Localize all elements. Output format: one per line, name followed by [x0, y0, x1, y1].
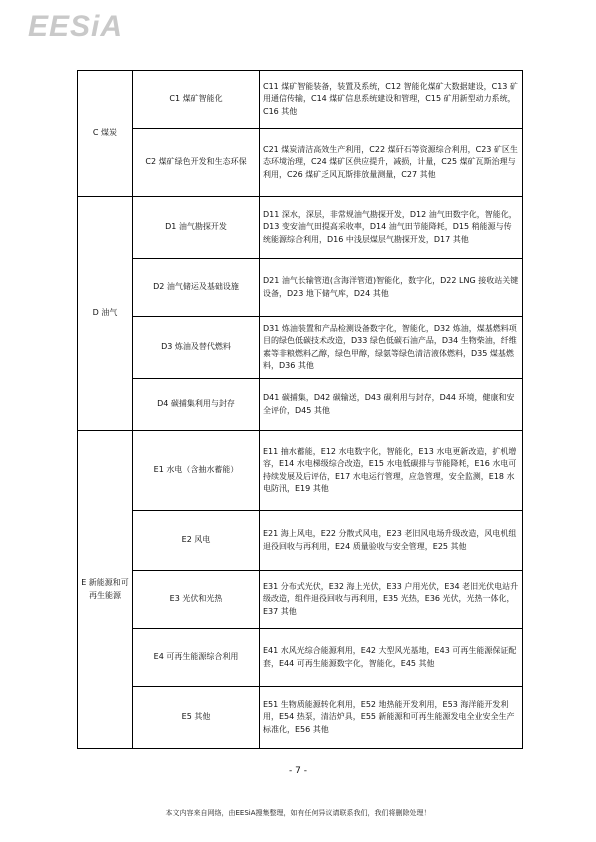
sub-category-cell: E51 生物质能源转化利用，E52 地热能开发利用，E53 海洋能开发利用，E54 热泵，清洁炉具，E55 新能源和可再生能源发电全业安全生产标准化，E56 其他: [260, 687, 523, 749]
mid-category-cell: D3 炼油及替代燃料: [133, 317, 260, 379]
major-category-cell: D 油气: [78, 197, 133, 431]
sub-category-cell: C11 煤矿智能装备，装置及系统，C12 智能化煤矿大数据建设，C13 矿用通信传输，C14 煤矿信息系统建设和管理，C15 矿用新型动力系统，C16 其他: [260, 71, 523, 129]
sub-category-cell: E21 海上风电，E22 分散式风电，E23 老旧风电场升级改造，风电机组退役回收与再利用，E24 质量验收与安全管理，E25 其他: [260, 511, 523, 571]
sub-category-cell: E41 水风光综合能源利用，E42 大型风光基地，E43 可再生能源保证配套，E44 可再生能源数字化，智能化，E45 其他: [260, 629, 523, 687]
sub-category-cell: D31 炼油装置和产品检测设备数字化，智能化，D32 炼油，煤基燃料项目的绿色低碳技术改造，D33 绿色低碳石油产品，D34 生物柴油，纤维素等非粮燃料乙醇，绿色甲醇，绿氨等绿色清洁液体燃料，D35 煤基燃料，D36 其他: [260, 317, 523, 379]
table-row: [78, 629, 523, 687]
mid-category-cell: D4 碳捕集利用与封存: [133, 379, 260, 431]
table-row: [78, 317, 523, 379]
page-number: - 7 -: [289, 766, 307, 776]
sub-category-cell: C21 煤炭清洁高效生产利用，C22 煤矸石等资源综合利用，C23 矿区生态环境治理，C24 煤矿区供应提升，减损，计量，C25 煤矿瓦斯治理与利用，C26 煤矿乏风瓦斯排放量测量，C27 其他: [260, 129, 523, 197]
table-row: [78, 379, 523, 431]
table-row: [78, 431, 523, 511]
sub-category-cell: E11 抽水蓄能，E12 水电数字化，智能化，E13 水电更新改造，扩机增容，E14 水电梯级综合改造，E15 水电低碳排与节能降耗，E16 水电可持续发展及后评估，E17 水电运行管理，应急管理，安全监测，E18 水电防汛，E19 其他: [260, 431, 523, 511]
table-row: [78, 197, 523, 259]
mid-category-cell: E4 可再生能源综合利用: [133, 629, 260, 687]
table-row: [78, 259, 523, 317]
major-category-cell: E 新能源和可再生能源: [78, 431, 133, 749]
table-row: [78, 511, 523, 571]
sub-category-cell: D21 油气长输管道(含海洋管道)智能化，数字化，D22 LNG 接收站关键设备，D23 地下储气库，D24 其他: [260, 259, 523, 317]
sub-category-cell: D41 碳捕集，D42 碳输送，D43 碳利用与封存，D44 环境，健康和安全评价，D45 其他: [260, 379, 523, 431]
major-category-cell: C 煤炭: [78, 71, 133, 197]
mid-category-cell: D2 油气储运及基础设施: [133, 259, 260, 317]
mid-category-cell: E5 其他: [133, 687, 260, 749]
mid-category-cell: C1 煤矿智能化: [133, 71, 260, 129]
mid-category-cell: E2 风电: [133, 511, 260, 571]
footer-notice: 本文内容来自网络，由EESiA搜集整理，如有任何异议请联系我们，我们将删除处理！: [165, 809, 431, 817]
table-row: [78, 129, 523, 197]
table-row: [78, 687, 523, 749]
mid-category-cell: D1 油气勘探开发: [133, 197, 260, 259]
category-table: [77, 70, 523, 749]
sub-category-cell: D11 深水，深层，非常规油气勘探开发，D12 油气田数字化，智能化，D13 变安油气田提高采收率，D14 油气田节能降耗，D15 稍能源与传统能源综合利用，D16 中浅层煤层气勘探开发，D17 其他: [260, 197, 523, 259]
table-row: [78, 571, 523, 629]
mid-category-cell: E1 水电（含抽水蓄能）: [133, 431, 260, 511]
sub-category-cell: E31 分布式光伏，E32 海上光伏，E33 户用光伏，E34 老旧光伏电站升级改造，组件退役回收与再利用，E35 光热，E36 光伏，光热一体化，E37 其他: [260, 571, 523, 629]
mid-category-cell: E3 光伏和光热: [133, 571, 260, 629]
table-row: [78, 71, 523, 129]
eesia-logo: EESiA: [28, 10, 124, 43]
mid-category-cell: C2 煤矿绿色开发和生态环保: [133, 129, 260, 197]
